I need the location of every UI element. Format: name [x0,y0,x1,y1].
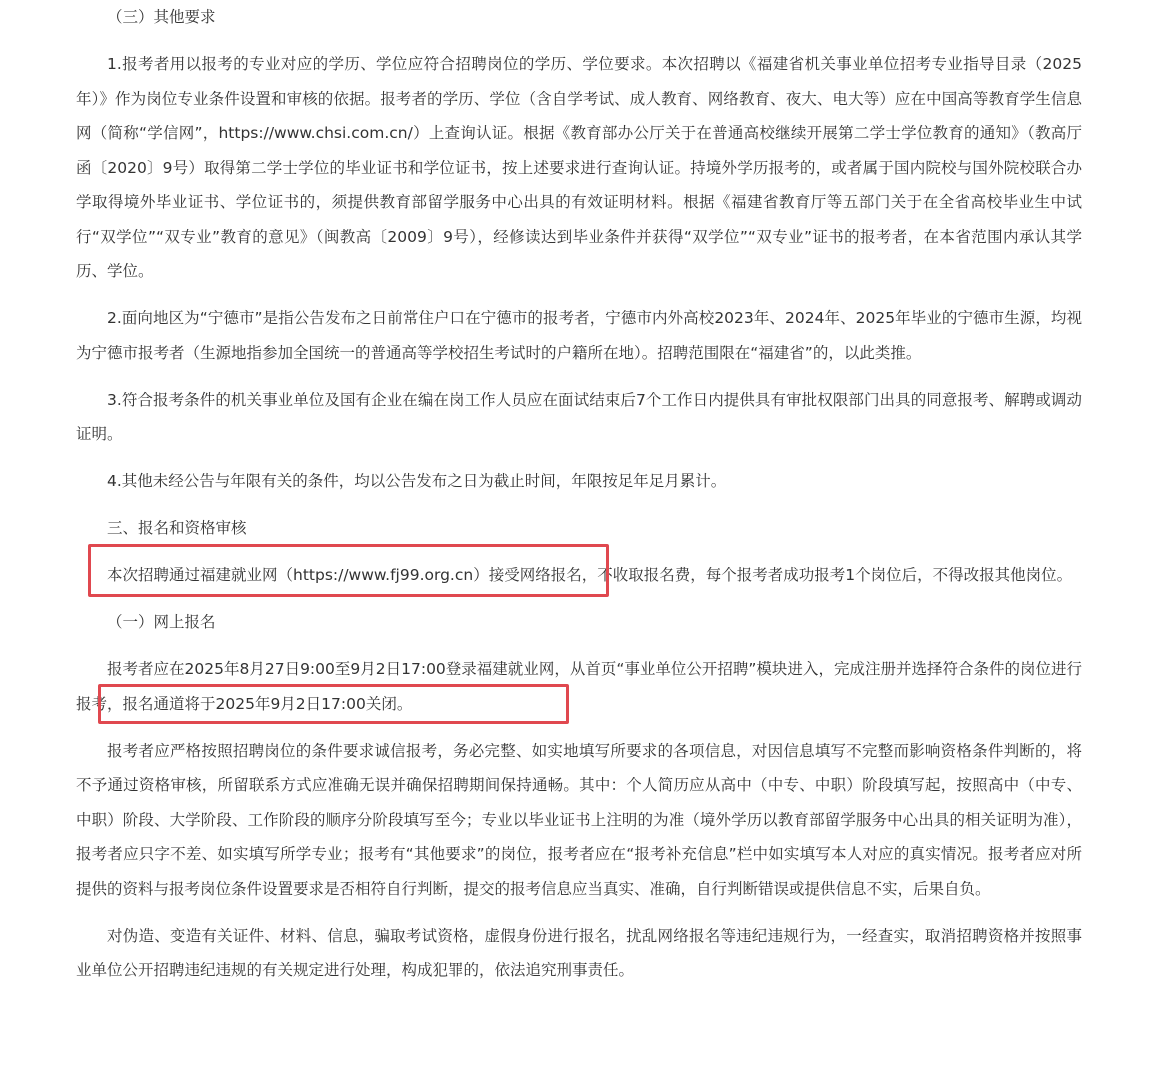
online-registration-paragraph: 报考者应在2025年8月27日9:00至9月2日17:00登录福建就业网，从首页“事业单位公开招聘”模块进入，完成注册并选择符合条件的岗位进行报考，报名通道将于2025年9月2日17:00关闭。 [76,660,1082,713]
registration-paragraph: 本次招聘通过福建就业网（https://www.fj99.org.cn）接受网络报名，不收取报名费，每个报考者成功报考1个岗位后，不得改报其他岗位。 [107,566,1073,584]
requirement-paragraph-3: 3.符合报考条件的机关事业单位及国有企业在编在岗工作人员应在面试结束后7个工作日内提供具有审批权限部门出具的同意报考、解聘或调动证明。 [76,390,1082,443]
fraud-paragraph: 对伪造、变造有关证件、材料、信息，骗取考试资格，虚假身份进行报名，扰乱网络报名等违纪违规行为，一经查实，取消招聘资格并按照事业单位公开招聘违纪违规的有关规定进行处理，构成犯罪的，依法追究刑事责任。 [76,926,1082,979]
requirement-paragraph-1: 1.报考者用以报考的专业对应的学历、学位应符合招聘岗位的学历、学位要求。本次招聘以《福建省机关事业单位招考专业指导目录（2025年）》作为岗位专业条件设置和审核的依据。报考者的学历、学位（含自学考试、成人教育、网络教育、夜大、电大等）应在中国高等教育学生信息网（简称“学信网”，https://www.chsi.com.cn/）上查询认证。根据《教育部办公厅关于在普通高校继续开展第二学士学位教育的通知》（教高厅函〔2020〕9号）取得第二学士学位的毕业证书和学位证书，按上述要求进行查询认证。持境外学历报考的，或者属于国内院校与国外院校联合办学取得境外毕业证书、学位证书的，须提供教育部留学服务中心出具的有效证明材料。根据《福建省教育厅等五部门关于在全省高校毕业生中试行“双学位”“双专业”教育的意见》（闽教高〔2009〕9号），经修读达到毕业条件并获得“双学位”“双专业”证书的报考者，在本省范围内承认其学历、学位。 [76,55,1083,280]
section-3-other-requirements-heading: （三）其他要求 [107,8,216,26]
article-body [76,0,1082,988]
section-three-heading: 三、报名和资格审核 [107,519,247,537]
requirement-paragraph-4: 4.其他未经公告与年限有关的条件，均以公告发布之日为截止时间，年限按足年足月累计。 [107,472,727,490]
requirement-paragraph-2: 2.面向地区为“宁德市”是指公告发布之日前常住户口在宁德市的报考者，宁德市内外高校2023年、2024年、2025年毕业的宁德市生源，均视为宁德市报考者（生源地指参加全国统一的普通高等学校招生考试时的户籍所在地）。招聘范围限在“福建省”的，以此类推。 [76,309,1082,362]
online-registration-heading: （一）网上报名 [107,613,216,631]
integrity-paragraph: 报考者应严格按照招聘岗位的条件要求诚信报考，务必完整、如实地填写所要求的各项信息，对因信息填写不完整而影响资格条件判断的，将不予通过资格审核，所留联系方式应准确无误并确保招聘期间保持通畅。其中：个人简历应从高中（中专、中职）阶段填写起，按照高中（中专、中职）阶段、大学阶段、工作阶段的顺序分阶段填写至今；专业以毕业证书上注明的为准（境外学历以教育部留学服务中心出具的相关证明为准），报考者应只字不差、如实填写所学专业；报考有“其他要求”的岗位，报考者应在“报考补充信息”栏中如实填写本人对应的真实情况。报考者应对所提供的资料与报考岗位条件设置要求是否相符自行判断，提交的报考信息应当真实、准确，自行判断错误或提供信息不实，后果自负。 [76,741,1082,898]
